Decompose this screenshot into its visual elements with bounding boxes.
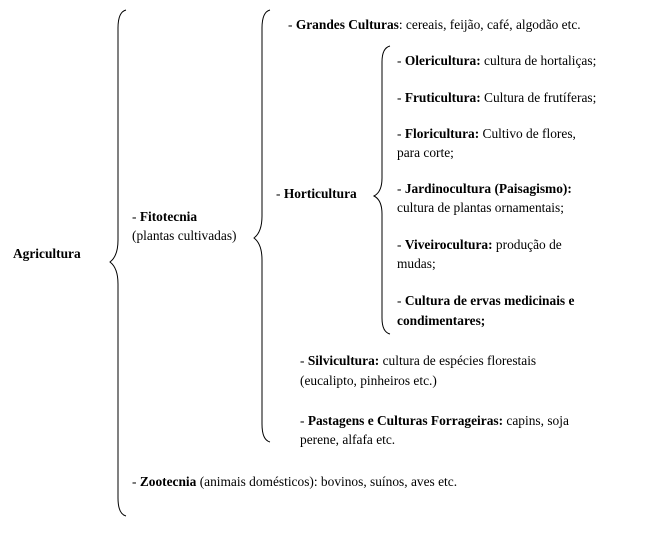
floricultura-desc: para corte; [397, 145, 454, 160]
agricultura-brace [110, 10, 126, 516]
ervas-name-cont: condimentares; [397, 313, 486, 328]
agricultura-label: Agricultura [13, 246, 81, 261]
pastagens-entry: - Pastagens e Culturas Forrageiras: capins, soja [300, 413, 569, 428]
zootecnia-entry: - Zootecnia (animais domésticos): bovinos, suínos, aves etc. [132, 474, 458, 489]
fitotecnia-desc: (plantas cultivadas) [132, 228, 237, 243]
floricultura-entry: - Floricultura: Cultivo de flores, [397, 126, 576, 141]
jardinocultura-desc: cultura de plantas ornamentais; [397, 200, 564, 215]
fitotecnia-brace [254, 10, 270, 442]
pastagens-desc: perene, alfafa etc. [300, 432, 396, 447]
horticultura-entry: - Horticultura [276, 186, 357, 201]
jardinocultura-entry: - Jardinocultura (Paisagismo): [397, 181, 572, 196]
olericultura-entry: - Olericultura: cultura de hortaliças; [397, 53, 597, 68]
viveirocultura-entry: - Viveirocultura: produção de [397, 237, 562, 252]
fruticultura-entry: - Fruticultura: Cultura de frutíferas; [397, 90, 597, 105]
ervas-entry: - Cultura de ervas medicinais e [397, 293, 575, 308]
grandes-culturas-entry: - Grandes Culturas: cereais, feijão, café, algodão etc. [288, 17, 581, 32]
silvicultura-entry: - Silvicultura: cultura de espécies florestais [300, 353, 537, 368]
horticultura-brace [374, 46, 390, 334]
silvicultura-desc: (eucalipto, pinheiros etc.) [300, 373, 437, 388]
viveirocultura-desc: mudas; [397, 256, 436, 271]
fitotecnia-entry: - Fitotecnia [132, 209, 198, 224]
